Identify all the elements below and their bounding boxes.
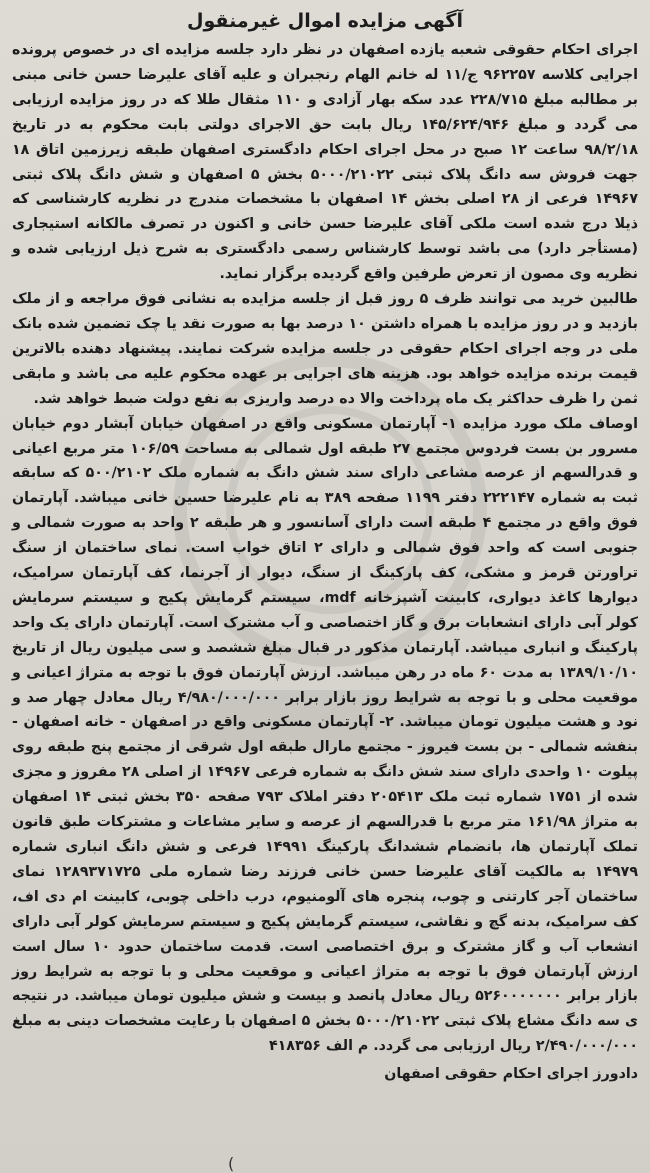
notice-signature: دادورز اجرای احکام حقوقی اصفهان [384, 1066, 638, 1083]
notice-paragraph-property-description: اوصاف ملک مورد مزایده ۱- آپارتمان مسکونی واقع در اصفهان خیابان آبشار دوم خیابان مسرور بن بست فردوس مجتمع ۲۷ طبقه اول شمالی به مساحت ۱۰۶/۵۹ متر مربع اعیانی و قدرالسهم از عرصه مشاعی دارای سند شش دانگ به شماره ملک ۵۰۰/۲۱۰۲ که سابقه ثبت به شماره ۲۲۲۱۴۷ دفتر ۱۱۹۹ صفحه ۳۸۹ به نام علیرضا حسین خانی میباشد. آپارتمان فوق واقع در مجتمع ۴ طبقه است دارای آسانسور و هر طبقه ۲ واحد به صورت شمالی و جنوبی است که واحد فوق شمالی و دارای ۲ اتاق خواب است. نمای ساختمان از سنگ تراورتن قرمز و مشکی، کف پارکینگ از سنگ، دیوار از آجرنما، کف آپارتمان سرامیک، دیوارها کاغذ دیواری، کابینت آشپزخانه mdf، سیستم گرمایش پکیج و سیستم سرمایش کولر آبی دارای انشعابات برق و گاز اختصاصی و آب مشترک است. آپارتمان دارای یک واحد پارکینگ و انباری میباشد. آپارتمان مذکور در قبال مبلغ ششصد و سی میلیون ریال از تاریخ ۱۳۸۹/۱۰/۱۰ به مدت ۶۰ ماه در رهن میباشد. ارزش آپارتمان فوق با توجه به متراژ اعیانی و موقعیت محلی و با توجه به شرایط روز بازار برابر ۴/۹۸۰/۰۰۰/۰۰۰ ریال معادل چهار صد و نود و هشت میلیون تومان میباشد. ۲- آپارتمان مسکونی واقع در اصفهان - خانه اصفهان - بنفشه شمالی - بن بست فیروز - مجتمع مارال طبقه اول شرقی از مجتمع پنج طبقه روی پیلوت ۱۰ واحدی دارای سند شش دانگ به شماره فرعی ۱۴۹۶۷ از اصلی ۲۸ مفروز و مجزی شده از ۱۷۵۱ شماره ثبت ملک ۲۰۵۴۱۳ دفتر املاک ۷۹۳ صفحه ۳۵۰ بخش ثبتی ۱۴ اصفهان به متراژ ۱۶۱/۹۸ متر مربع با قدرالسهم از عرصه و سایر مشاعات و مشترکات طبق قانون تملک آپارتمان ها، بانضمام ششدانگ پارکینگ ۱۴۹۹۱ فرعی و شش دانگ انباری شماره ۱۴۹۷۹ به مالکیت آقای علیرضا حسن خانی فرزند رضا شماره ملی ۱۲۸۹۳۷۱۷۲۵ نمای ساختمان آجر کارتنی و چوب، پنجره های آلومنیوم، درب داخلی چوبی، کابینت ام دی اف، کف سرامیک، بدنه گچ و نقاشی، سیستم گرمایش پکیج و سیستم سرمایش کولر آبی دارای انشعاب آب و گاز مشترک و برق اختصاصی است. قدمت ساختمان حدود ۱۰ سال است ارزش آپارتمان فوق با توجه به متراژ اعیانی و موقعیت محلی و با توجه به شرایط روز بازار برابر ۵۲۶۰۰۰۰۰۰۰ ریال معادل پانصد و بیست و شش میلیون تومان میباشد. در نتیجه ی سه دانگ مشاع پلاک ثبتی ۵۰۰۰/۲۱۰۲۲ بخش ۵ اصفهان با رعایت مشخصات دینی به مبلغ ۲/۴۹۰/۰۰۰/۰۰۰ ریال ارزیابی می گردد. م الف ۴۱۸۳۵۶ [12, 415, 639, 1055]
notice-title: آگهی مزایده اموال غیرمنقول [187, 10, 463, 32]
page-edge-mark: ) [228, 1154, 235, 1173]
notice-paragraph-intro: اجرای احکام حقوقی شعبه یازده اصفهان در نظر دارد جلسه مزایده ای در خصوص پرونده اجرایی کلاسه ۹۶۲۲۵۷ ج/۱۱ له خانم الهام رنجبران و علیه آقای علیرضا حسن خانی مبنی بر مطالبه مبلغ ۲۲۸/۷۱۵ عدد سکه بهار آزادی و ۱۱۰ مثقال طلا که در روز مزایده ارزیابی می گردد و مبلغ ۱۴۵/۶۲۴/۹۴۶ ریال بابت حق الاجرای دولتی بابت محکوم به در تاریخ ۹۸/۲/۱۸ ساعت ۱۲ صبح در محل اجرای احکام دادگستری اصفهان طبقه زیرزمین اتاق ۱۸ جهت فروش سه دانگ پلاک ثبتی ۵۰۰۰/۲۱۰۲۲ بخش ۵ اصفهان و شش دانگ پلاک ثبتی ۱۴۹۶۷ فرعی از ۲۸ اصلی بخش ۱۴ اصفهان با مشخصات مندرج در نظریه کارشناسی که ذیلا درج شده است ملکی آقای علیرضا حسن خانی و اکنون در تصرف مالکانه استیجاری (مستأجر دارد) می باشد توسط کارشناس رسمی دادگستری به شرح ذیل ارزیابی شده و نظریه وی مصون از تعرض طرفین واقع گردیده برگزار نماید. [12, 42, 639, 283]
notice-paragraph-terms: طالبین خرید می توانند ظرف ۵ روز قبل از جلسه مزایده به نشانی فوق مراجعه و از ملک بازدید و در روز مزایده با همراه داشتن ۱۰ درصد بها به صورت نقد یا چک تضمین شده بانک ملی در وجه اجرای احکام حقوقی در جلسه مزایده شرکت نمایند. پیشنهاد دهنده بالاترین قیمت برنده مزایده خواهد بود. هزینه های اجرایی بر عهده محکوم علیه می باشد و مابقی ثمن را ظرف حداکثر یک ماه پرداخت والا ده درصد واریزی به نفع دولت ضبط خواهد شد. [12, 291, 638, 407]
